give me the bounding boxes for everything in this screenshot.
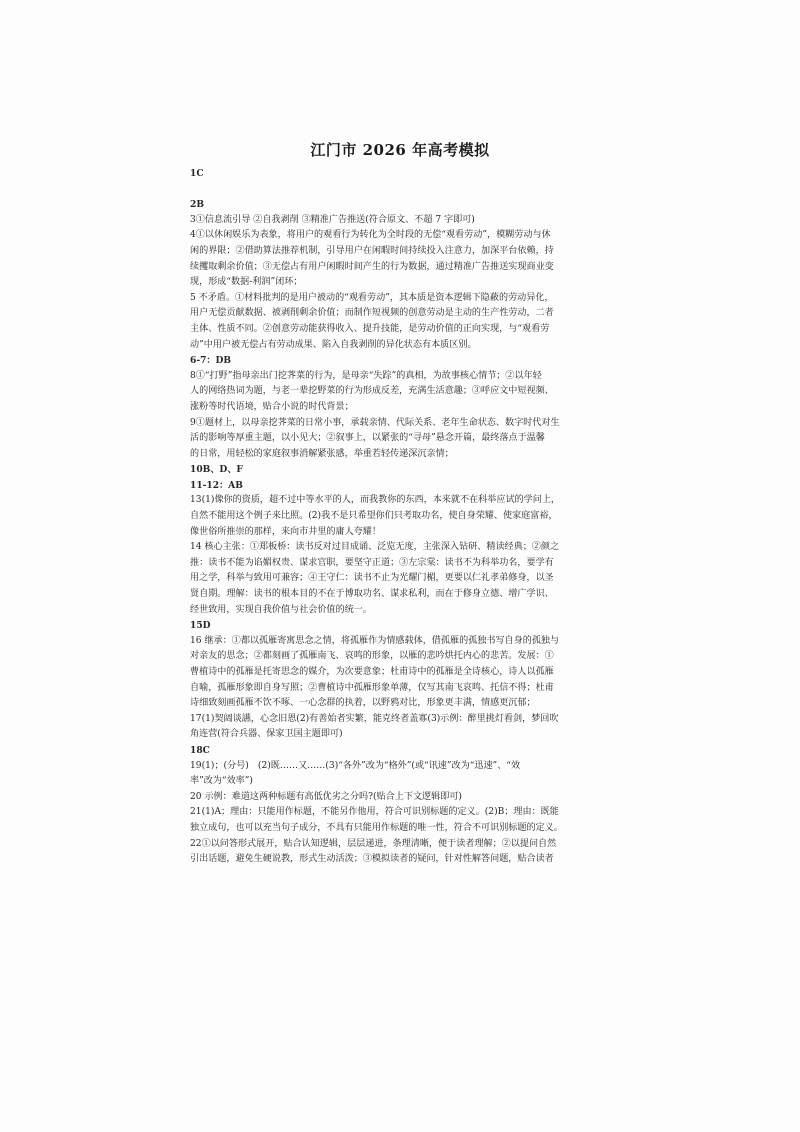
answer-line: 诗细致刻画孤雁不饮不啄、一心念群的执着，以野鸦对比，形象更丰满，情感更沉郁；	[190, 698, 536, 709]
answer-line: 贤自期。理解：读书的根本目的不在于博取功名、谋求私利，而在于修身立德、增广学识、	[190, 589, 554, 600]
answer-line: 率”改为“效率”)	[190, 776, 253, 787]
answer-line: 5 不矛盾。①材料批判的是用户被动的“观看劳动”，其本质是资本逻辑下隐蔽的劳动异化，	[190, 292, 554, 303]
answer-line: 22①以问答形式展开，贴合认知逻辑，层层递进，条理清晰，便于读者理解；②以提问自然	[190, 838, 557, 849]
answer-line: 13(1)像你的资质，超不过中等水平的人，而我教你的东西，本来就不在科举应试的学问上，	[190, 495, 561, 506]
answer-line: 8①“打野”指母亲出门挖荠菜的行为，是母亲“失踪”的真相，为故事核心情节；②以年轻	[190, 370, 542, 381]
answer-line: 21(1)A；理由：只能用作标题，不能另作他用，符合可识别标题的定义。(2)B；理由：既能	[190, 807, 559, 818]
answer-line: 18C	[190, 744, 210, 756]
answer-line: 续攫取剩余价值；③无偿占有用户闲暇时间产生的行为数据，通过精准广告推送实现商业变	[190, 261, 554, 272]
answer-key-body	[190, 166, 620, 868]
answer-line: 3①信息流引导 ②自我剥削 ③精准广告推送(符合原文、不超 7 字即可)	[190, 214, 475, 225]
answer-line: 涨粉等时代语境，贴合小说的时代背景；	[190, 401, 354, 412]
answer-line: 独立成句，也可以充当句子成分，不具有只能用作标题的唯一性，符合不可识别标题的定义。	[190, 822, 563, 833]
answer-line: 人的网络热词为题，与老一辈挖野菜的行为形成反差，充满生活意趣；③呼应文中短视频、	[190, 386, 554, 397]
answer-line: 14 核心主张：①郑板桥：读书反对过目成诵、泛览无度，主张深入钻研、精读经典；②颜之	[190, 542, 560, 553]
answer-line: 自然不能用这个例子来比照。(2)我不是只希望你们只考取功名，使自身荣耀、使家庭富裕，	[190, 511, 558, 522]
document-title: 江门市 2026 年高考模拟	[310, 141, 490, 159]
answer-line: 10B、D、F	[190, 464, 243, 476]
answer-line: 主体、性质不同。②创意劳动能获得收入、提升技能，是劳动价值的正向实现，与“观看劳	[190, 323, 550, 334]
answer-line: 16 继承：①都以孤雁寄寓思念之情，将孤雁作为情感载体，借孤雁的孤独书写自身的孤独与	[190, 635, 560, 646]
answer-line: 17(1)契阔谈讌，心念旧恩(2)有善始者实繁，能克终者盖寡(3)示例：醉里挑灯看剑，梦回吹	[190, 713, 559, 724]
blank-line	[190, 182, 620, 198]
answer-line: 用之学，科举与致用可兼容；④王守仁：读书不止为光耀门楣，更要以仁礼孝弟修身，以圣	[190, 573, 554, 584]
answer-line: 曹植诗中的孤雁是托寄思念的媒介，为次要意象；杜甫诗中的孤雁是全诗核心，诗人以孤雁	[190, 667, 554, 677]
answer-line: 11-12：AB	[190, 479, 243, 491]
answer-line: 4①以休闲娱乐为表象，将用户的观看行为转化为全时段的无偿“观看劳动”，模糊劳动与休	[190, 230, 551, 241]
answer-line: 推：读书不能为谄媚权贵、谋求官职，要坚守正道；③左宗棠：读书不为科举功名，要学有	[190, 557, 554, 568]
answer-line: 19(1)；(分号) (2)既……又……(3)“各外”改为“格外”(或“讯速”改为“迅速”、“效	[190, 760, 521, 771]
answer-line: 活的影响等厚重主题，以小见大；②叙事上，以紧张的“寻母”悬念开篇，最终落点于温馨	[190, 433, 545, 444]
answer-line: 的日常，用轻松的家庭叙事消解紧张感，举重若轻传递深沉亲情；	[190, 448, 454, 459]
answer-line: 自喻，孤雁形象即自身写照；②曹植诗中孤雁形象单薄，仅写其南飞哀鸣、托信不得；杜甫	[190, 682, 554, 693]
answer-line: 用户无偿贡献数据、被剥削剩余价值；而制作短视频的创意劳动是主动的生产性劳动，二者	[190, 308, 554, 319]
answer-line: 角连营(符合兵器、保家卫国主题即可)	[190, 729, 343, 740]
answer-line: 像世俗所推崇的那样，来向市井里的庸人夸耀！	[190, 526, 381, 537]
answer-line: 9①题材上，以母亲挖荠菜的日常小事，承载亲情、代际关系、老年生命状态、数字时代对生	[190, 417, 560, 428]
answer-line: 对亲友的思念；②都刻画了孤雁南飞、哀鸣的形象，以雁的悲吟烘托内心的悲苦。发展：①	[190, 651, 554, 662]
answer-line: 闲的界限；②借助算法推荐机制，引导用户在闲暇时间持续投入注意力，加深平台依赖，持	[190, 245, 554, 256]
answer-line: 2B	[190, 199, 205, 211]
answer-line: 15D	[190, 620, 211, 632]
answer-line: 现，形成“数据-利润”闭环；	[190, 277, 303, 288]
answer-line: 动”中用户被无偿占有劳动成果、陷入自我剥削的异化状态有本质区别。	[190, 339, 477, 350]
answer-line: 1C	[190, 168, 204, 179]
answer-line: 引出话题，避免生硬说教，形式生动活泼；③模拟读者的疑问，针对性解答问题，贴合读者	[190, 854, 554, 865]
answer-line: 6-7：DB	[190, 355, 232, 367]
answer-line: 20 示例：难道这两种标题有高低优劣之分吗?(贴合上下文逻辑即可)	[190, 791, 462, 802]
answer-line: 经世致用，实现自我价值与社会价值的统一。	[190, 604, 372, 615]
